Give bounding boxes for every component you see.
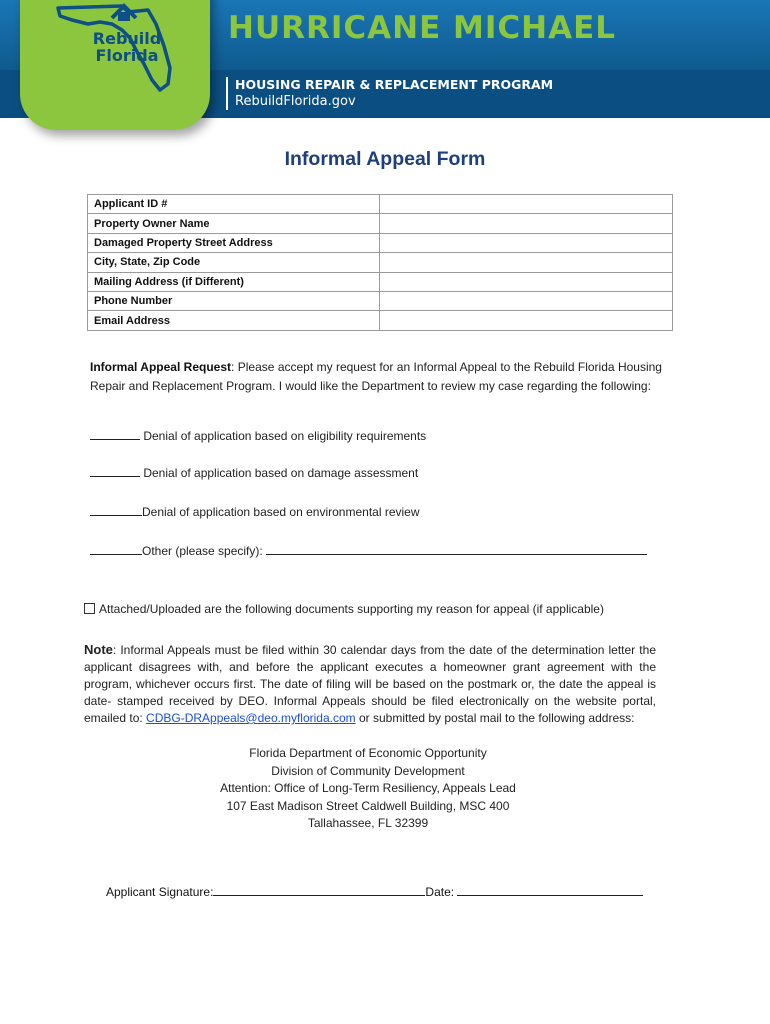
option-label: Denial of application based on eligibility requirements (143, 429, 427, 443)
option-blank-environmental[interactable] (90, 503, 142, 516)
field-label: Email Address (88, 311, 380, 330)
table-row (88, 311, 673, 330)
option-eligibility (90, 427, 426, 443)
option-blank-damage[interactable] (90, 464, 140, 477)
header-title: HURRICANE MICHAEL (228, 10, 617, 46)
signature-row (106, 883, 643, 899)
field-input-owner-name[interactable] (380, 214, 673, 233)
logo-text-line2: Florida (95, 46, 159, 65)
field-input-street-address[interactable] (380, 233, 673, 252)
table-row (88, 214, 673, 233)
address-line: 107 East Madison Street Caldwell Building, MSC 400 (226, 798, 510, 813)
address-line: Florida Department of Economic Opportunity (249, 746, 487, 760)
field-input-phone[interactable] (380, 291, 673, 310)
note-label: Note (84, 642, 113, 657)
note-text-after: or submitted by postal mail to the following address: (355, 711, 635, 725)
attachment-text: Attached/Uploaded are the following documents supporting my reason for appeal (if applicable) (99, 602, 604, 616)
option-environmental (90, 503, 420, 519)
address-line: Tallahassee, FL 32399 (307, 816, 429, 830)
header-subtitle: HOUSING REPAIR & REPLACEMENT PROGRAM (235, 77, 554, 92)
field-label: Phone Number (88, 291, 380, 310)
date-label: Date: (425, 885, 455, 899)
table-row (88, 195, 673, 214)
field-label: City, State, Zip Code (88, 253, 380, 272)
option-other (90, 542, 647, 558)
form-title: Informal Appeal Form (284, 148, 486, 170)
logo-text (82, 30, 172, 64)
applicant-info-table (87, 194, 673, 331)
note-paragraph (84, 641, 656, 727)
attachment-line (84, 602, 604, 616)
other-specify-line[interactable] (266, 542, 647, 555)
address-line: Attention: Office of Long-Term Resiliency, Appeals Lead (220, 781, 516, 795)
appeal-request-paragraph (90, 358, 662, 396)
rebuild-florida-logo (20, 0, 210, 130)
option-label: Denial of application based on damage assessment (143, 466, 419, 480)
note-text: : Informal Appeals must be filed within 30 calendar days from the date of the determination letter the applicant disagrees with, and before the applicant executes a homeowner grant agreement with the program, whichever occurs first. The date of filing will be based on the postmark or, the date the appeal is date- stamped received by DEO. Informal Appeals should be filed electronically on the website portal, emailed to: (84, 643, 656, 725)
signature-line[interactable] (213, 883, 425, 896)
field-input-email[interactable] (380, 311, 673, 330)
header-website[interactable]: RebuildFlorida.gov (235, 94, 356, 109)
signature-label: Applicant Signature: (106, 885, 214, 899)
field-label: Mailing Address (if Different) (88, 272, 380, 291)
field-input-city-state-zip[interactable] (380, 253, 673, 272)
field-label: Property Owner Name (88, 214, 380, 233)
field-label: Damaged Property Street Address (88, 233, 380, 252)
option-blank-other[interactable] (90, 542, 142, 555)
address-line: Division of Community Development (271, 763, 465, 778)
field-input-applicant-id[interactable] (380, 195, 673, 214)
field-input-mailing-address[interactable] (380, 272, 673, 291)
table-row (88, 272, 673, 291)
field-label: Applicant ID # (88, 195, 380, 214)
attachment-checkbox[interactable] (84, 603, 95, 614)
option-damage-assessment (90, 464, 418, 480)
mailing-address-block (158, 745, 578, 833)
appeal-request-text: : Please accept my request for an Informal Appeal to the Rebuild Florida Housing Repair and Replacement Program. I would like the Department to review my case regarding the following: (90, 360, 662, 393)
option-label: Other (please specify): (142, 544, 263, 558)
table-row (88, 291, 673, 310)
date-line[interactable] (457, 883, 643, 896)
table-row (88, 253, 673, 272)
table-row (88, 233, 673, 252)
appeal-request-label: Informal Appeal Request (90, 360, 232, 374)
logo-text-line1: Rebuild (92, 29, 162, 48)
appeals-email-link[interactable]: CDBG-DRAppeals@deo.myflorida.com (146, 711, 356, 725)
option-blank-eligibility[interactable] (90, 427, 140, 440)
option-label: Denial of application based on environmental review (142, 505, 420, 519)
header-subtitle-block (226, 77, 553, 110)
